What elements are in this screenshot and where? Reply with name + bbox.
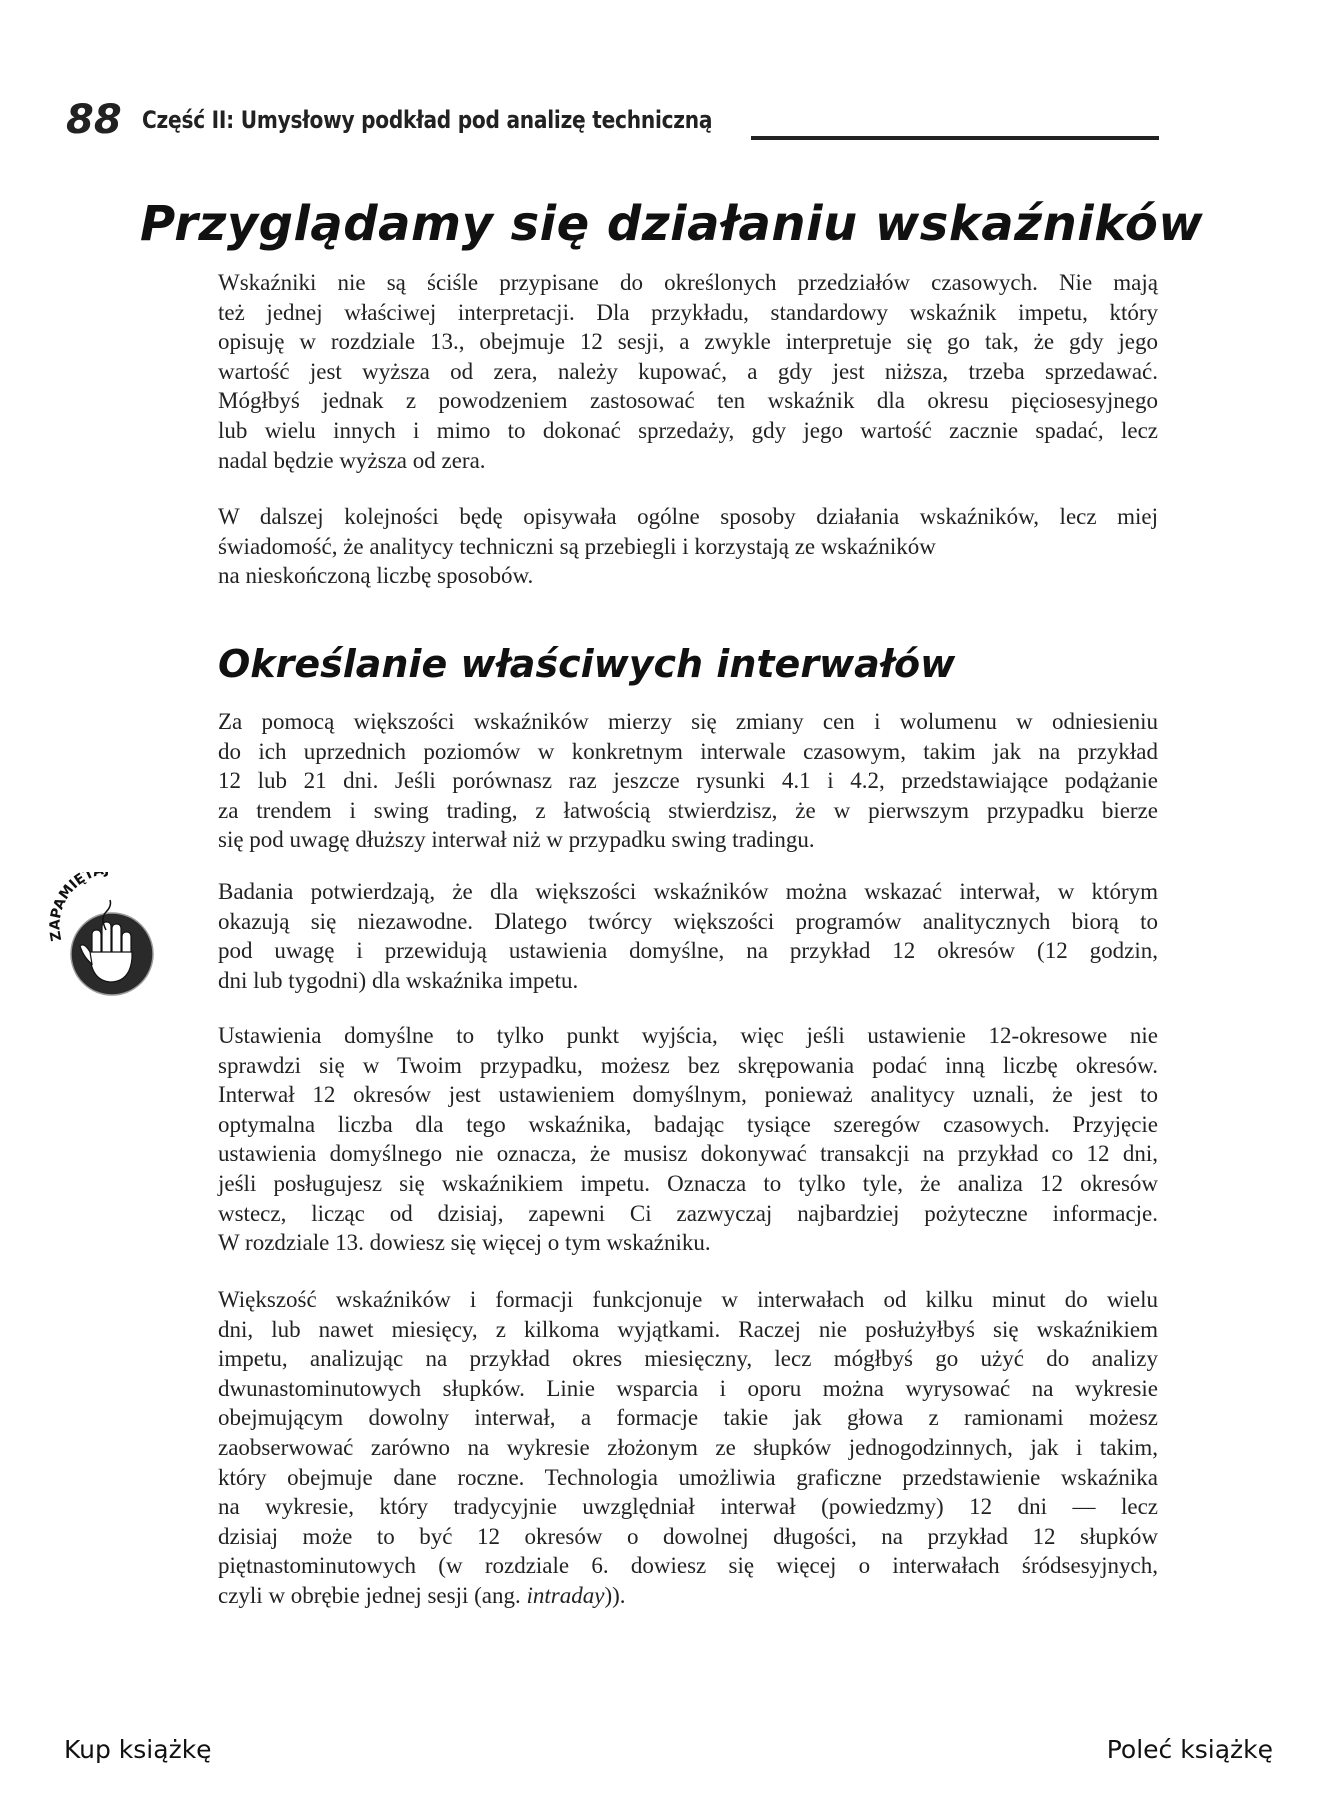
- text-line: Mógłbyś jednak z powodzeniem zastosować ten wskaźnik dla okresu pięciosesyjnego: [218, 388, 1158, 414]
- remember-label-path: ZAPAMIĘT: [47, 872, 96, 943]
- text-line-last: [218, 1581, 1158, 1611]
- paragraph-3: [218, 707, 1158, 855]
- text-line: Ustawienia domyślne to tylko punkt wyjścia, więc jeśli ustawienie 12-okresowe nie: [218, 1023, 1158, 1048]
- text-line: lub wielu innych i mimo to dokonać sprzedaży, gdy jego wartość zacznie spadać, lecz: [218, 417, 1158, 443]
- text-line: świadomość, że analitycy techniczni są przebiegli i korzystają ze wskaźników: [218, 533, 936, 559]
- paragraph-6: [218, 1285, 1158, 1611]
- paragraph-2: [218, 502, 1158, 591]
- text-run: )).: [604, 1582, 626, 1608]
- raised-hand-icon: [40, 872, 180, 1002]
- text-line: dwunastominutowych słupków. Linie wsparcia i oporu można wyrysować na wykresie: [218, 1375, 1158, 1401]
- text-line: piętnastominutowych (w rozdziale 6. dowiesz się więcej o interwałach śródsesyjnych,: [218, 1553, 1158, 1579]
- text-line: W dalszej kolejności będę opisywała ogólne sposoby działania wskaźników, lecz miej: [218, 504, 1158, 529]
- text-line: dni, lub nawet miesięcy, z kilkoma wyjątkami. Raczej nie posłużyłbyś się wskaźnikiem: [218, 1316, 1158, 1342]
- page-number: 88: [66, 97, 122, 143]
- text-line: też jednej właściwej interpretacji. Dla przykładu, standardowy wskaźnik impetu, który: [218, 299, 1158, 325]
- text-line: na nieskończoną liczbę sposobów.: [218, 563, 534, 589]
- text-line: Większość wskaźników i formacji funkcjonuje w interwałach od kilku minut do wielu: [218, 1287, 1158, 1312]
- main-heading: Przyglądamy się działaniu wskaźników: [140, 196, 1204, 252]
- remember-icon: [40, 872, 180, 1002]
- section-heading: Określanie właściwych interwałów: [218, 642, 956, 686]
- text-line: nadal będzie wyższa od zera.: [218, 447, 486, 473]
- text-line: Wskaźniki nie są ściśle przypisane do określonych przedziałów czasowych. Nie mają: [218, 270, 1158, 295]
- text-line: Badania potwierdzają, że dla większości wskaźników można wskazać interwał, w którym: [218, 879, 1158, 904]
- text-line: obejmującym dowolny interwał, a formacje takie jak głowa z ramionami możesz: [218, 1405, 1158, 1431]
- text-line: sprawdzi się w Twoim przypadku, możesz bez skrępowania podać inną liczbę okresów.: [218, 1052, 1158, 1078]
- text-line: wartość jest wyższa od zera, należy kupować, a gdy jest niższa, trzeba sprzedawać.: [218, 358, 1158, 384]
- page-header: [66, 96, 1166, 144]
- text-line: się pod uwagę dłuższy interwał niż w przypadku swing tradingu.: [218, 827, 815, 853]
- italic-term: intraday: [526, 1582, 605, 1608]
- text-line: impetu, analizując na przykład okres miesięczny, lecz mógłbyś go użyć do analizy: [218, 1346, 1158, 1372]
- text-line: za trendem i swing trading, z łatwością stwierdzisz, że w pierwszym przypadku bierze: [218, 797, 1158, 823]
- paragraph-1: [218, 268, 1158, 475]
- text-run: czyli w obrębie jednej sesji (ang.: [218, 1582, 527, 1608]
- text-line: wstecz, licząc od dzisiaj, zapewni Ci zazwyczaj najbardziej pożyteczne informacje.: [218, 1200, 1158, 1226]
- recommend-book-link[interactable]: Poleć książkę: [1106, 1735, 1273, 1764]
- text-line: który obejmuje dane roczne. Technologia umożliwia graficzne przedstawienie wskaźnika: [218, 1464, 1158, 1490]
- text-line: Za pomocą większości wskaźników mierzy się zmiany cen i wolumenu w odniesieniu: [218, 709, 1158, 734]
- text-line: okazują się niezawodne. Dlatego twórcy większości programów analitycznych biorą to: [218, 908, 1158, 934]
- text-line: do ich uprzednich poziomów w konkretnym interwale czasowym, takim jak na przykład: [218, 738, 1158, 764]
- text-line: ustawienia domyślnego nie oznacza, że musisz dokonywać transakcji na przykład co 12 dni,: [218, 1141, 1158, 1167]
- text-line: zaobserwować zarówno na wykresie złożonym ze słupków jednogodzinnych, jak i takim,: [218, 1434, 1158, 1460]
- text-line: optymalna liczba dla tego wskaźnika, badając tysiące szeregów czasowych. Przyjęcie: [218, 1111, 1158, 1137]
- text-line: W rozdziale 13. dowiesz się więcej o tym wskaźniku.: [218, 1230, 711, 1256]
- text-line: jeśli posługujesz się wskaźnikiem impetu. Oznacza to tylko tyle, że analiza 12 okresów: [218, 1170, 1158, 1196]
- text-line: na wykresie, który tradycyjnie uwzględniał interwał (powiedzmy) 12 dni — lecz: [218, 1494, 1158, 1520]
- buy-book-link[interactable]: Kup książkę: [64, 1735, 212, 1764]
- text-line: Interwał 12 okresów jest ustawieniem domyślnym, ponieważ analitycy uznali, że jest to: [218, 1082, 1158, 1108]
- text-line: dni lub tygodni) dla wskaźnika impetu.: [218, 967, 579, 993]
- paragraph-5: [218, 1021, 1158, 1258]
- text-line: dzisiaj może to być 12 okresów o dowolnej długości, na przykład 12 słupków: [218, 1523, 1158, 1549]
- text-line: opisuję w rozdziale 13., obejmuje 12 sesji, a zwykle interpretuje się go tak, że gdy jego: [218, 329, 1158, 355]
- text-line: pod uwagę i przewidują ustawienia domyślne, na przykład 12 okresów (12 godzin,: [218, 938, 1158, 964]
- paragraph-4: [218, 877, 1158, 995]
- part-title: Część II: Umysłowy podkład pod analizę techniczną: [142, 106, 713, 134]
- header-rule: [751, 136, 1159, 140]
- text-line: 12 lub 21 dni. Jeśli porównasz raz jeszcze rysunki 4.1 i 4.2, przedstawiające podążanie: [218, 768, 1158, 794]
